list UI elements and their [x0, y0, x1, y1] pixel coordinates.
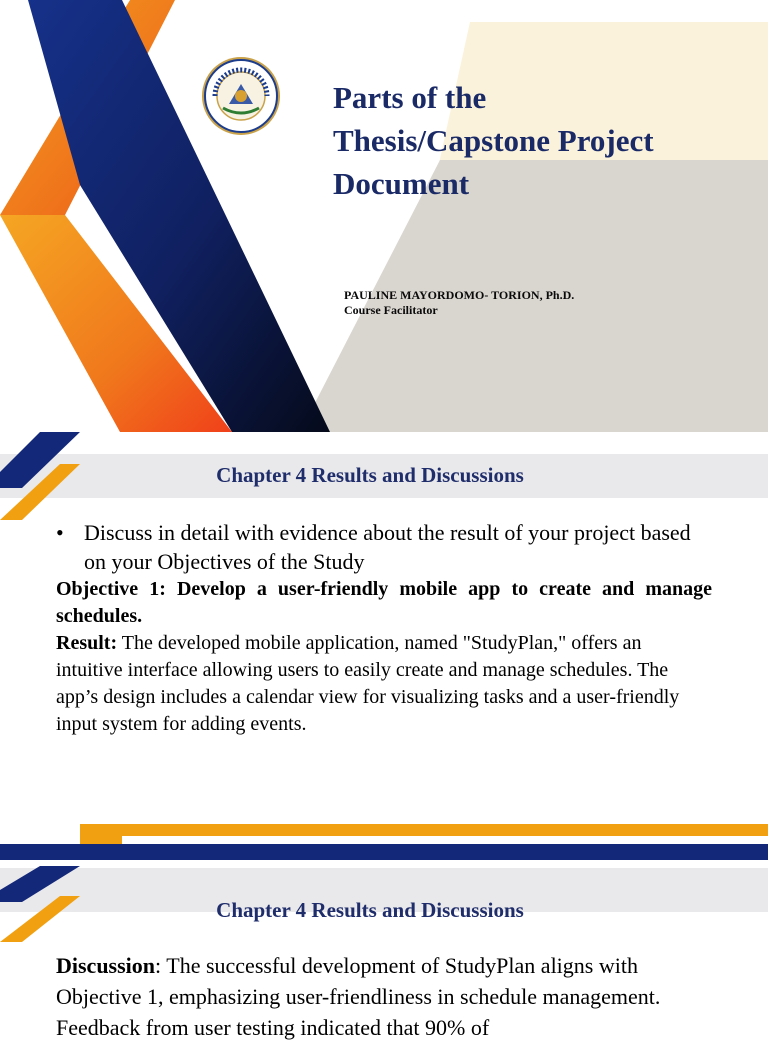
- slide-body: [56, 950, 712, 1043]
- title-slide-background: [0, 0, 768, 432]
- presenter-block: [344, 288, 574, 318]
- result-label: Result:: [56, 632, 118, 654]
- result-paragraph: [56, 630, 712, 738]
- slide-body: [56, 518, 712, 738]
- presentation-title: Parts of the Thesis/Capstone Project Document: [333, 80, 654, 201]
- content-slide-results: [0, 432, 768, 842]
- result-text: The developed mobile application, named "StudyPlan," offers an intuitive interface allowing users to easily create and manage schedules. The app’s design includes a calendar view for visualizing tasks and a user-friendly input system for adding events.: [56, 632, 680, 735]
- content-slide-discussion: [0, 822, 768, 1040]
- slide-heading: Chapter 4 Results and Discussions: [216, 898, 524, 922]
- objective-statement: Objective 1: Develop a user-friendly mobile app to create and manage schedules.: [56, 578, 712, 627]
- bullet-text: Discuss in detail with evidence about the result of your project based on your Objectives of the Study: [84, 520, 691, 574]
- bullet-icon: •: [56, 520, 64, 545]
- university-seal-icon: [201, 56, 281, 136]
- bullet-point: [56, 518, 712, 576]
- discussion-label: Discussion: [56, 953, 156, 978]
- presenter-role: Course Facilitator: [344, 303, 438, 317]
- top-border-stripes: [0, 822, 768, 872]
- slide-heading: Chapter 4 Results and Discussions: [216, 463, 524, 487]
- discussion-text: : The successful development of StudyPlan aligns with Objective 1, emphasizing user-friendliness in schedule management. Feedback from user testing indicated that 90% of: [56, 953, 661, 1040]
- title-slide: [0, 0, 768, 432]
- presenter-name: PAULINE MAYORDOMO- TORION, Ph.D.: [344, 288, 575, 302]
